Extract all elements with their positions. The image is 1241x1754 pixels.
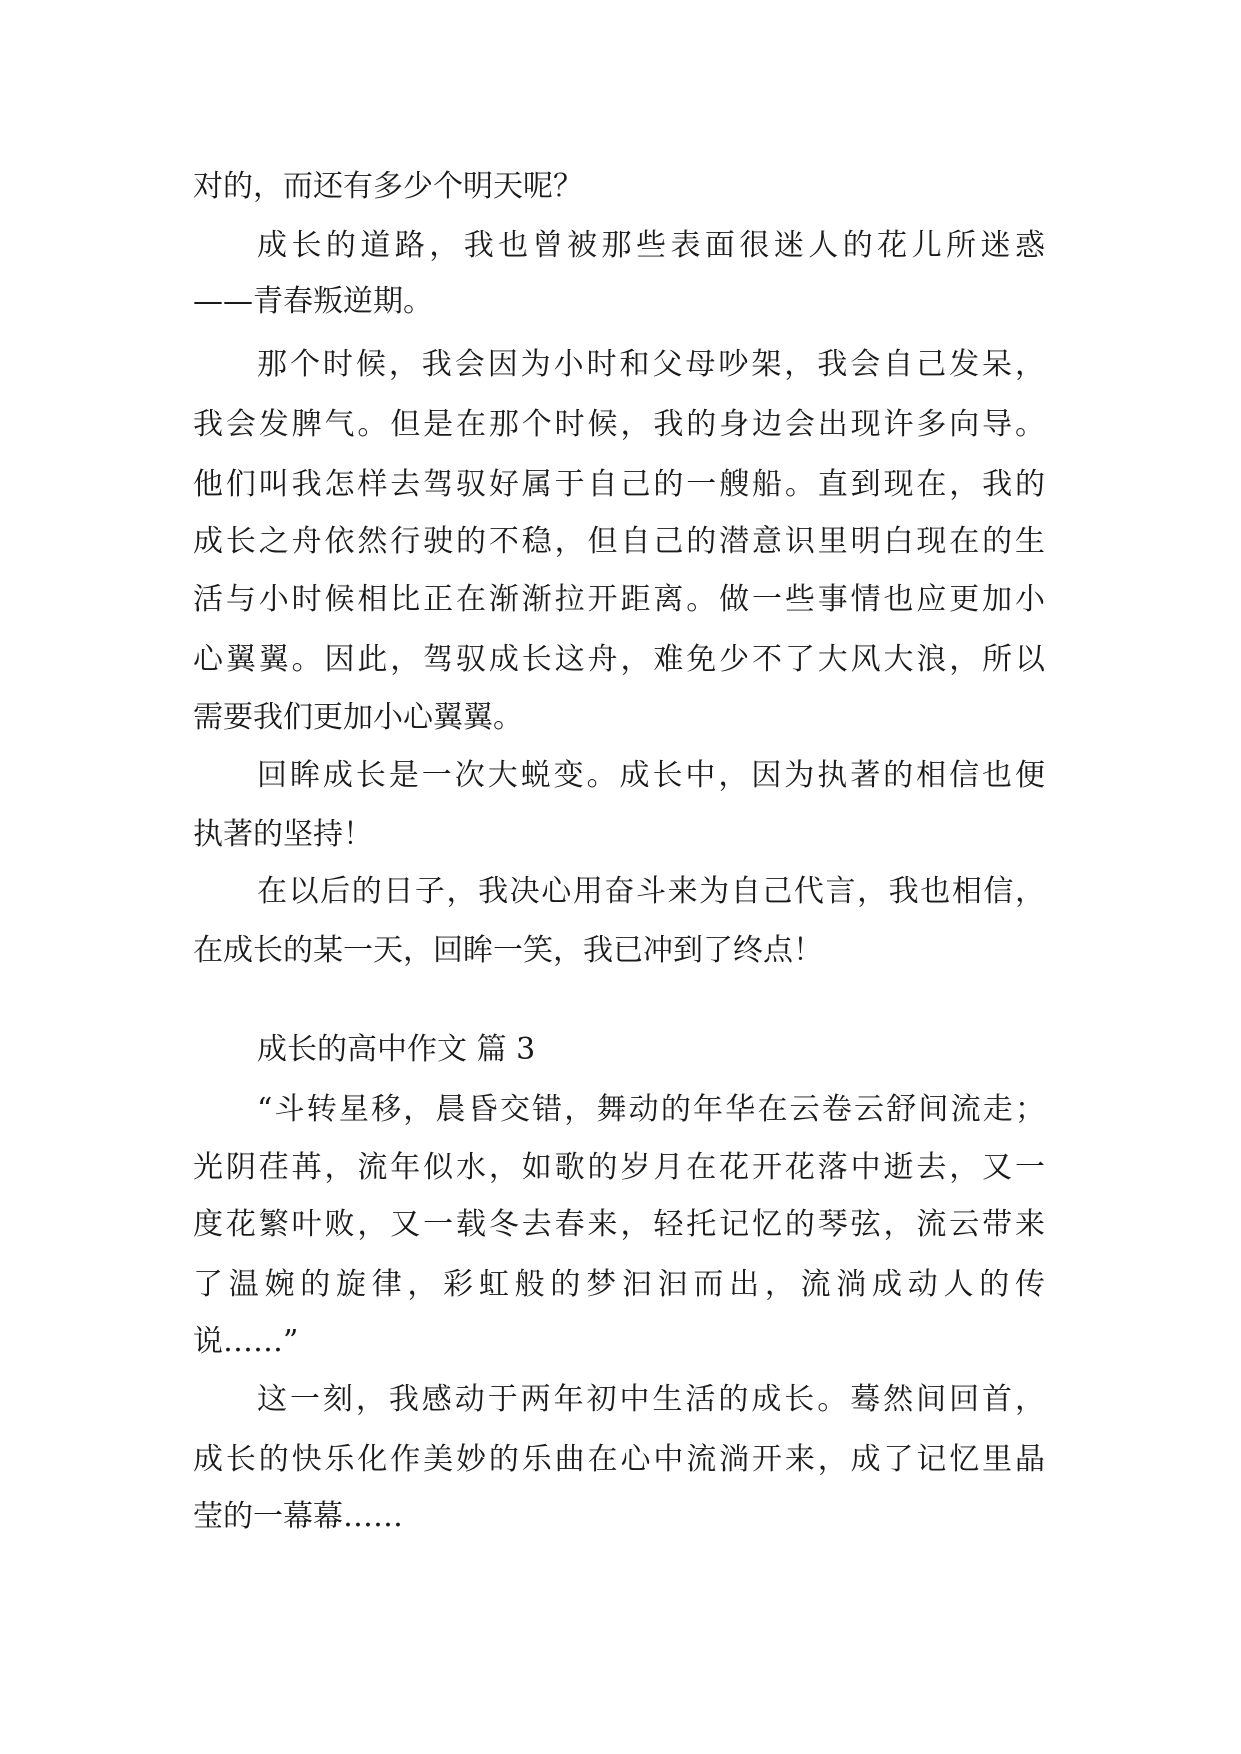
paragraph-text: 那个时候，我会因为小时和父母吵架，我会自己发呆， [257,347,1045,382]
paragraph-text: ——青春叛逆期。 [193,284,433,319]
paragraph-text: 心翼翼。因此，驾驭成长这舟，难免少不了大风大浪，所以 [193,642,1045,677]
paragraph-text: 光阴荏苒，流年似水，如歌的岁月在花开花落中逝去，又一 [193,1150,1045,1185]
paragraph-text: 在成长的某一天，回眸一笑，我已冲到了终点！ [193,933,823,968]
paragraph-text: 执著的坚持！ [193,817,373,852]
paragraph-text: 这一刻，我感动于两年初中生活的成长。蓦然间回首， [257,1382,1045,1417]
paragraph-text: 说……” [193,1324,299,1359]
section-heading: 成长的高中作文 篇 3 [257,1032,536,1067]
paragraph-text: 活与小时候相比正在渐渐拉开距离。做一些事情也应更加小 [193,582,1045,617]
paragraph-text: 回眸成长是一次大蜕变。成长中，因为执著的相信也便 [257,758,1045,793]
paragraph-text: 了温婉的旋律，彩虹般的梦汩汩而出，流淌成动人的传 [193,1267,1045,1302]
paragraph-text: 成长的快乐化作美妙的乐曲在心中流淌开来，成了记忆里晶 [193,1442,1045,1477]
paragraph-text: 成长之舟依然行驶的不稳，但自己的潜意识里明白现在的生 [193,524,1045,559]
paragraph-text: 他们叫我怎样去驾驭好属于自己的一艘船。直到现在，我的 [193,467,1045,502]
paragraph-text: 成长的道路，我也曾被那些表面很迷人的花儿所迷惑 [257,228,1045,263]
paragraph-text: 我会发脾气。但是在那个时候，我的身边会出现许多向导。 [193,407,1045,442]
paragraph-text: 在以后的日子，我决心用奋斗来为自己代言，我也相信， [257,874,1045,909]
paragraph-text: 对的，而还有多少个明天呢？ [193,169,583,204]
paragraph-text: 需要我们更加小心翼翼。 [193,700,523,735]
paragraph-text: 度花繁叶败，又一载冬去春来，轻托记忆的琴弦，流云带来 [193,1207,1045,1242]
paragraph-text: “斗转星移，晨昏交错，舞动的年华在云卷云舒间流走； [257,1092,1045,1127]
paragraph-text: 莹的一幕幕…… [193,1499,403,1534]
